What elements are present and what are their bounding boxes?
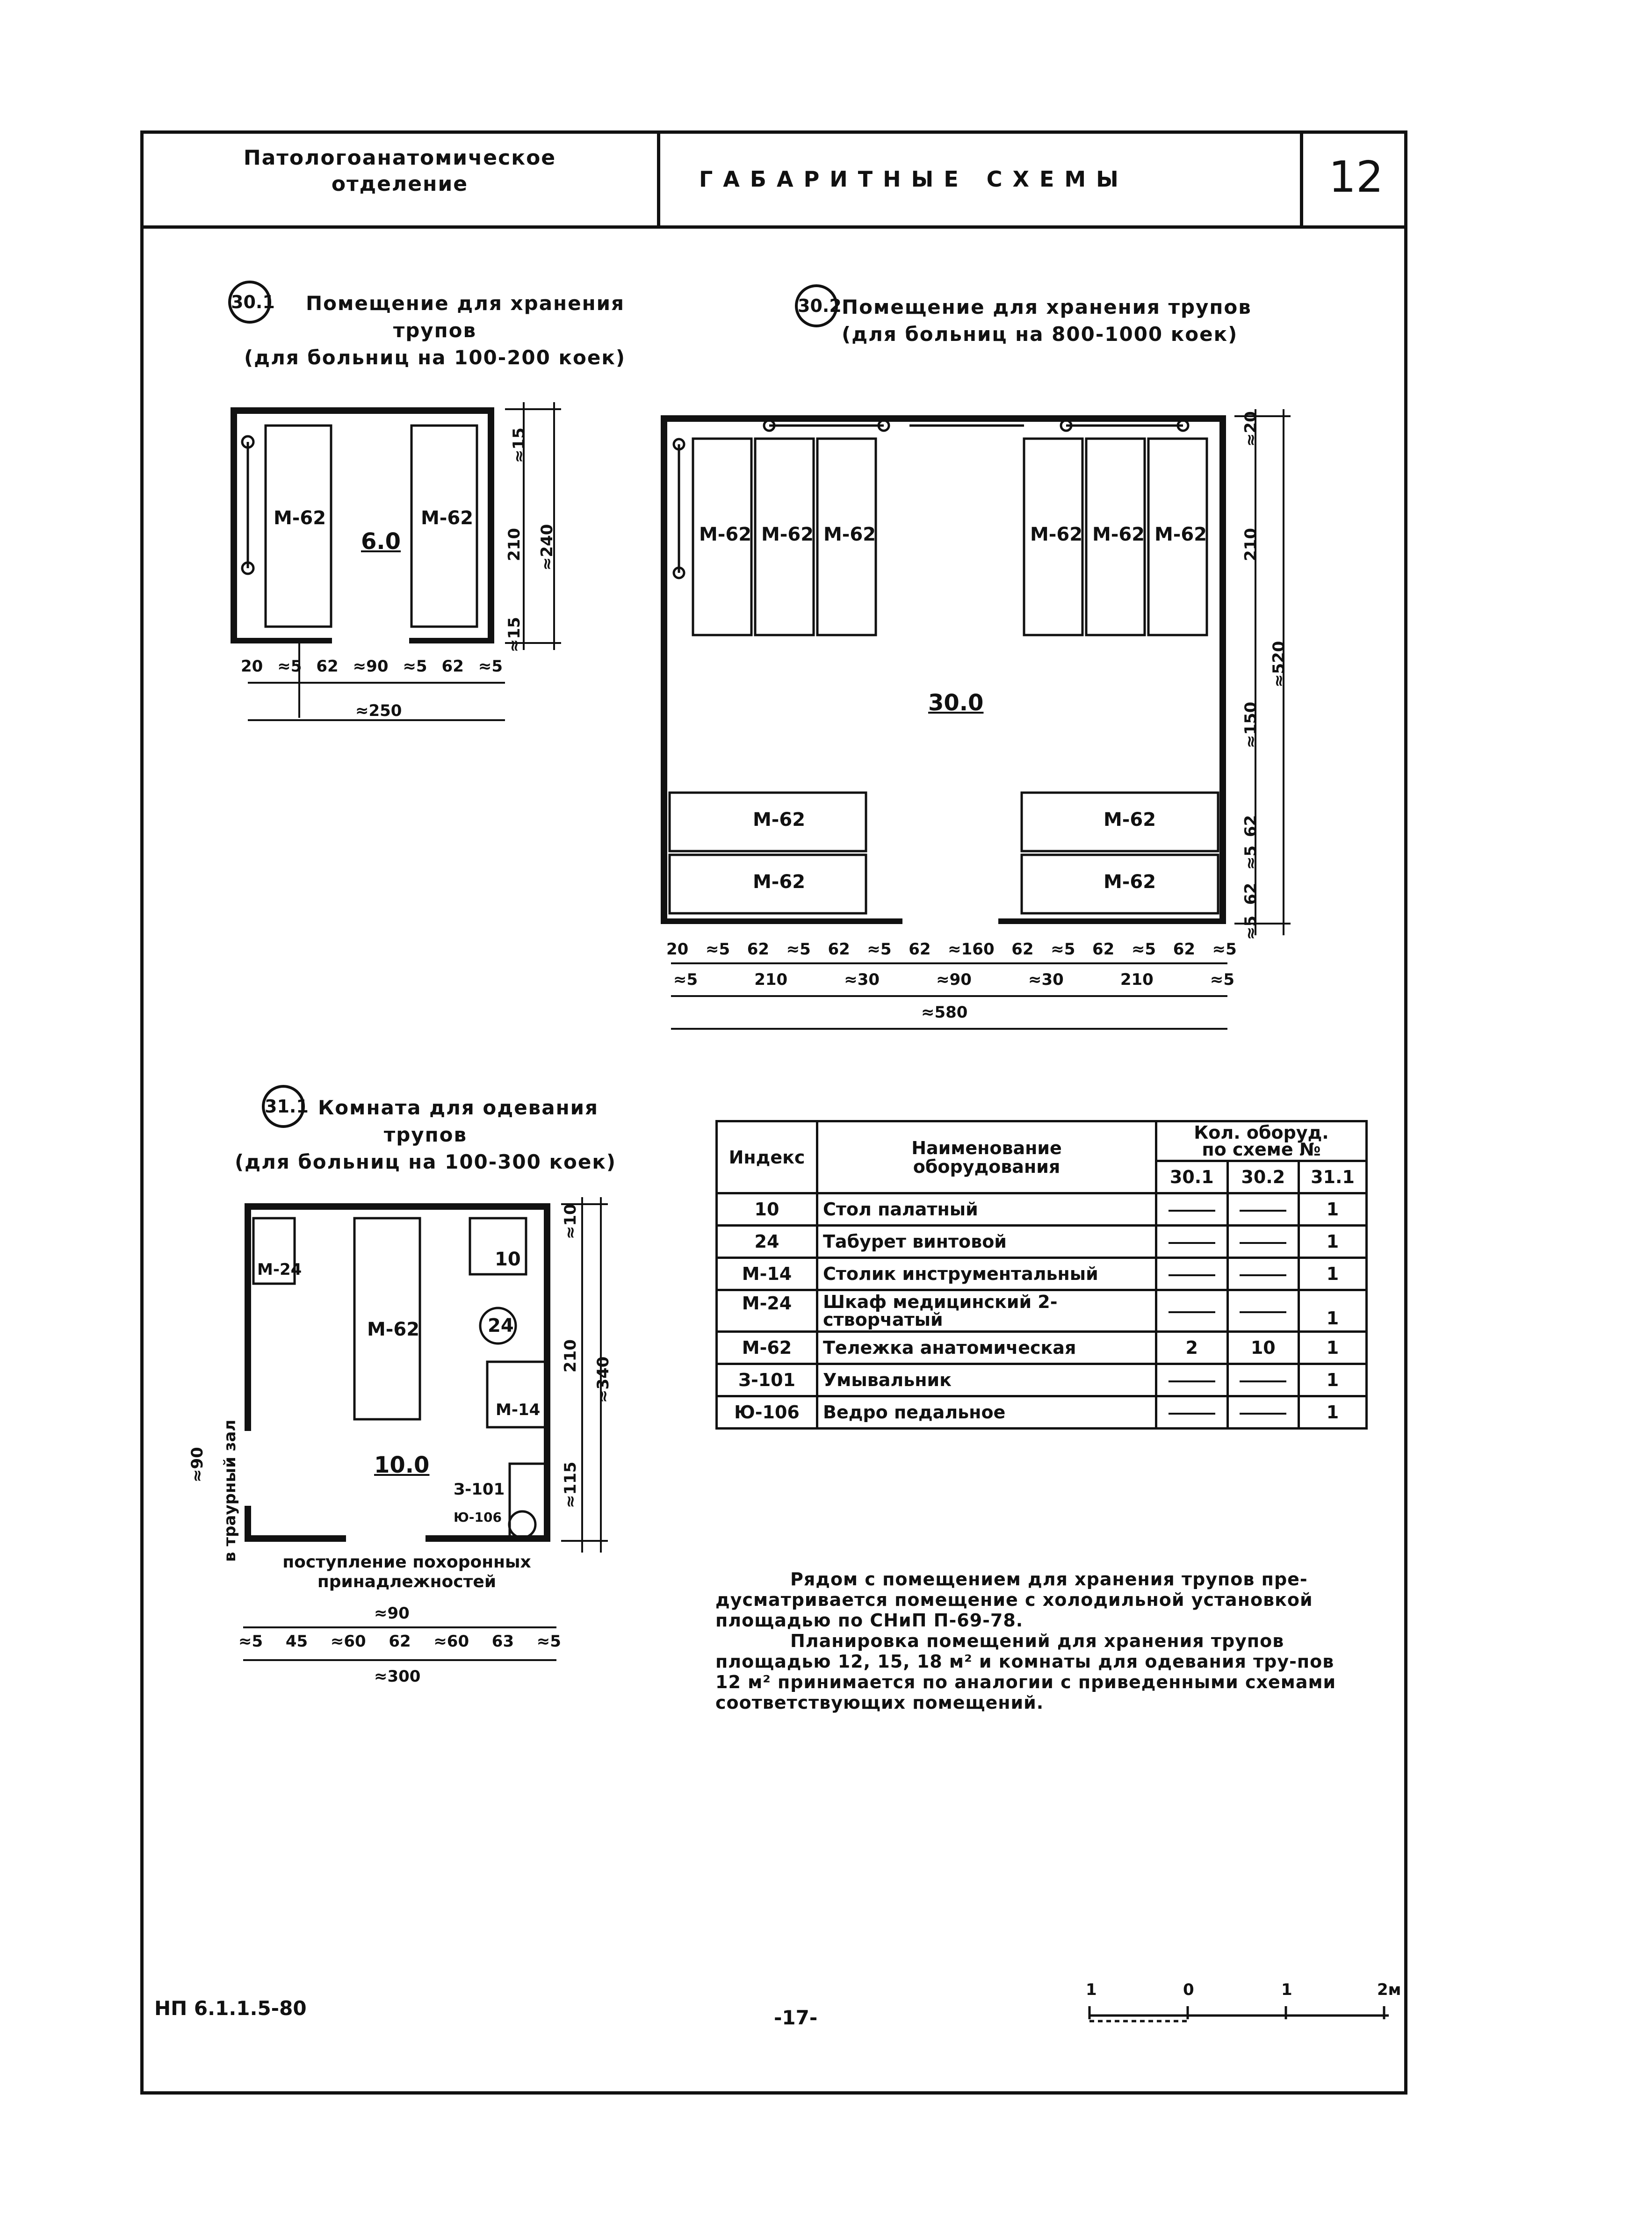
row-name: Стол палатный: [817, 1193, 1156, 1226]
note-paragraph-2: Планировка помещений для хранения трупов площадью 12, 15, 18 м² и комнаты для одевания тру-пов 12 м² принимается по аналогии с приведенными схемами соответствующих помещений.: [715, 1631, 1336, 1713]
scheme-30-2-dims-row2: ≈5 210 ≈30 ≈90 ≈30 210 ≈5: [673, 970, 1234, 989]
scheme-31-1-equip-stool: 24: [488, 1315, 514, 1337]
scheme-30-2-dim-right-3: ≈150: [1241, 701, 1260, 748]
scheme-31-1-delivery-label: поступление похоронных принадлежностей: [282, 1553, 531, 1591]
scheme-30-2-equip-bottom-3: М-62: [1104, 809, 1156, 831]
scheme-30-1-dim-top: ≈15: [510, 427, 528, 463]
scheme-30-2-equip-top-3: М-62: [823, 524, 876, 545]
scheme-31-1-dim-right-3: ≈115: [561, 1461, 580, 1508]
section-title: ГАБАРИТНЫЕ СХЕМЫ: [699, 166, 1129, 192]
col-index-header: Индекс: [717, 1121, 817, 1193]
row-qty-30-1: [1156, 1396, 1228, 1429]
scheme-31-1-room-index: 10.0: [374, 1452, 430, 1478]
row-qty-30-2: 10: [1227, 1332, 1299, 1364]
row-name: Столик инструментальный: [817, 1258, 1156, 1290]
note-paragraph-1: Рядом с помещением для хранения трупов пре-дусматривается помещение с холодильной установкой площадью по СНиП П-69-78.: [715, 1569, 1313, 1631]
scheme-30-2-equip-top-4: М-62: [1030, 524, 1083, 545]
row-qty-30-1: [1156, 1226, 1228, 1258]
page-number: -17-: [774, 2006, 818, 2029]
row-qty-30-2: [1227, 1396, 1299, 1429]
col-qty-header: Кол. оборуд. по схеме №: [1156, 1121, 1367, 1161]
department-name: Патологоанатомическое отделение: [243, 146, 556, 196]
table-row: [717, 1364, 1367, 1396]
scheme-30-1-dims-bottom: 20 ≈5 62 ≈90 ≈5 62 ≈5: [241, 657, 503, 676]
scheme-31-1-dim-right-1: ≈10: [561, 1204, 580, 1239]
scheme-30-2-dim-total-height: ≈520: [1270, 641, 1288, 687]
row-index: М-24: [717, 1290, 817, 1332]
scheme-30-2-dim-right-4: 62: [1241, 815, 1260, 837]
scheme-30-1-dim-bottom: ≈15: [505, 617, 524, 652]
col-scheme-31-1: 31.1: [1299, 1161, 1367, 1193]
row-name: Ведро педальное: [817, 1396, 1156, 1429]
row-qty-30-1: [1156, 1258, 1228, 1290]
row-index: З-101: [717, 1364, 817, 1396]
row-qty-30-2: [1227, 1364, 1299, 1396]
scheme-30-1-equip-left: М-62: [274, 507, 326, 529]
scheme-30-2-equip-bottom-1: М-62: [753, 809, 806, 831]
title-divider-1: [657, 130, 660, 229]
scheme-30-1-equip-right: М-62: [421, 507, 474, 529]
scheme-31-1-side-label: в траурный зал: [221, 1419, 239, 1562]
table-row: [717, 1332, 1367, 1364]
scheme-30-2-equip-top-1: М-62: [699, 524, 752, 545]
row-name: Табурет винтовой: [817, 1226, 1156, 1258]
explanatory-note: [715, 1569, 1361, 1713]
table-header-row: [717, 1121, 1367, 1161]
table-row: [717, 1226, 1367, 1258]
row-qty-30-1: [1156, 1364, 1228, 1396]
scale-label-1b: 1: [1281, 1980, 1292, 1999]
scheme-30-2-dim-right-2: 210: [1241, 528, 1260, 561]
row-qty-30-2: [1227, 1258, 1299, 1290]
row-qty-30-2: [1227, 1226, 1299, 1258]
scheme-30-2-room-index: 30.0: [928, 690, 984, 716]
row-name: Шкаф медицинский 2-створчатый: [817, 1290, 1156, 1332]
scheme-30-2-title: Помещение для хранения трупов (для больниц на 800-1000 коек): [842, 296, 1252, 346]
scale-label-2m: 2м: [1377, 1980, 1401, 1999]
col-scheme-30-1: 30.1: [1156, 1161, 1228, 1193]
scheme-31-1-equip-table: 10: [495, 1249, 521, 1270]
table-row: [717, 1258, 1367, 1290]
scheme-30-2-equip-top-6: М-62: [1154, 524, 1207, 545]
row-index: М-62: [717, 1332, 817, 1364]
row-name: Тележка анатомическая: [817, 1332, 1156, 1364]
scheme-31-1-title: Комната для одевания трупов (для больниц на 100-300 коек): [234, 1096, 617, 1173]
scheme-30-1-title: Помещение для хранения трупов (для больниц на 100-200 коек): [244, 292, 626, 369]
scheme-31-1-dim-right-2: 210: [561, 1339, 580, 1373]
scheme-30-1-dim-total-width: ≈250: [355, 701, 402, 720]
scheme-30-2-equip-bottom-2: М-62: [753, 871, 806, 893]
scale-label-0: 0: [1183, 1980, 1194, 1999]
row-index: М-14: [717, 1258, 817, 1290]
scheme-30-2-equip-top-2: М-62: [761, 524, 814, 545]
scheme-31-1-dims-bottom: ≈5 45 ≈60 62 ≈60 63 ≈5: [238, 1632, 561, 1651]
scheme-31-1-side-dim: ≈90: [188, 1447, 207, 1482]
scale-bar: [1085, 1997, 1412, 2025]
row-qty-30-2: [1227, 1290, 1299, 1332]
row-qty-31-1: 1: [1299, 1226, 1367, 1258]
scheme-31-1-marker: 31.1: [262, 1085, 305, 1128]
table-row: [717, 1193, 1367, 1226]
row-qty-30-1: [1156, 1290, 1228, 1332]
scheme-30-2-plan: [655, 402, 1309, 1057]
scheme-30-1-dim-mid: 210: [505, 528, 524, 561]
scheme-30-2-equip-top-5: М-62: [1092, 524, 1145, 545]
row-qty-30-1: 2: [1156, 1332, 1228, 1364]
row-index: 10: [717, 1193, 817, 1226]
scheme-30-2-equip-bottom-4: М-62: [1104, 871, 1156, 893]
col-name-header: Наименование оборудования: [817, 1121, 1156, 1193]
scheme-31-1-dim-total-width: ≈300: [374, 1667, 421, 1686]
title-divider-2: [1300, 130, 1303, 229]
scheme-31-1-dim-total-height: ≈340: [594, 1356, 613, 1403]
scheme-30-1-room-index: 6.0: [361, 528, 401, 555]
row-qty-31-1: 1: [1299, 1290, 1367, 1332]
row-qty-31-1: 1: [1299, 1258, 1367, 1290]
row-qty-31-1: 1: [1299, 1396, 1367, 1429]
row-name: Умывальник: [817, 1364, 1156, 1396]
scheme-30-2-dim-right-6: 62: [1241, 882, 1260, 905]
scheme-31-1-equip-instrument-table: М-14: [496, 1401, 541, 1419]
scheme-31-1-equip-cabinet: М-24: [257, 1260, 302, 1279]
scheme-30-2-dims-row1: 20 ≈5 62 ≈5 62 ≈5 62 ≈160 62 ≈5 62 ≈5 62 ≈5: [666, 940, 1237, 959]
scheme-30-2-dim-right-1: ≈20: [1241, 411, 1260, 447]
scheme-30-1-dim-total-height: ≈240: [538, 524, 556, 571]
scale-label-1: 1: [1086, 1980, 1097, 1999]
scheme-30-2-dim-total-width: ≈580: [921, 1003, 968, 1022]
row-qty-31-1: 1: [1299, 1332, 1367, 1364]
sheet-number: 12: [1328, 152, 1384, 202]
document-code: НП 6.1.1.5-80: [154, 1997, 307, 2020]
table-row: [717, 1396, 1367, 1429]
scheme-30-2-dim-right-7: ≈5: [1241, 915, 1260, 940]
row-qty-30-1: [1156, 1193, 1228, 1226]
table-row: [717, 1290, 1367, 1332]
scheme-30-2-marker: 30.2: [795, 284, 838, 327]
row-index: Ю-106: [717, 1396, 817, 1429]
row-index: 24: [717, 1226, 817, 1258]
scheme-30-1-marker: 30.1: [228, 281, 271, 324]
scheme-31-1-equip-bucket: Ю-106: [454, 1510, 502, 1525]
scheme-31-1-dim-door: ≈90: [374, 1604, 410, 1623]
scheme-31-1-equip-washbasin: З-101: [454, 1480, 505, 1499]
row-qty-31-1: 1: [1299, 1193, 1367, 1226]
row-qty-31-1: 1: [1299, 1364, 1367, 1396]
scheme-31-1-equip-trolley: М-62: [367, 1319, 420, 1340]
row-qty-30-2: [1227, 1193, 1299, 1226]
equipment-table: [715, 1120, 1368, 1430]
col-scheme-30-2: 30.2: [1227, 1161, 1299, 1193]
scheme-30-2-dim-right-5: ≈5: [1241, 845, 1260, 870]
